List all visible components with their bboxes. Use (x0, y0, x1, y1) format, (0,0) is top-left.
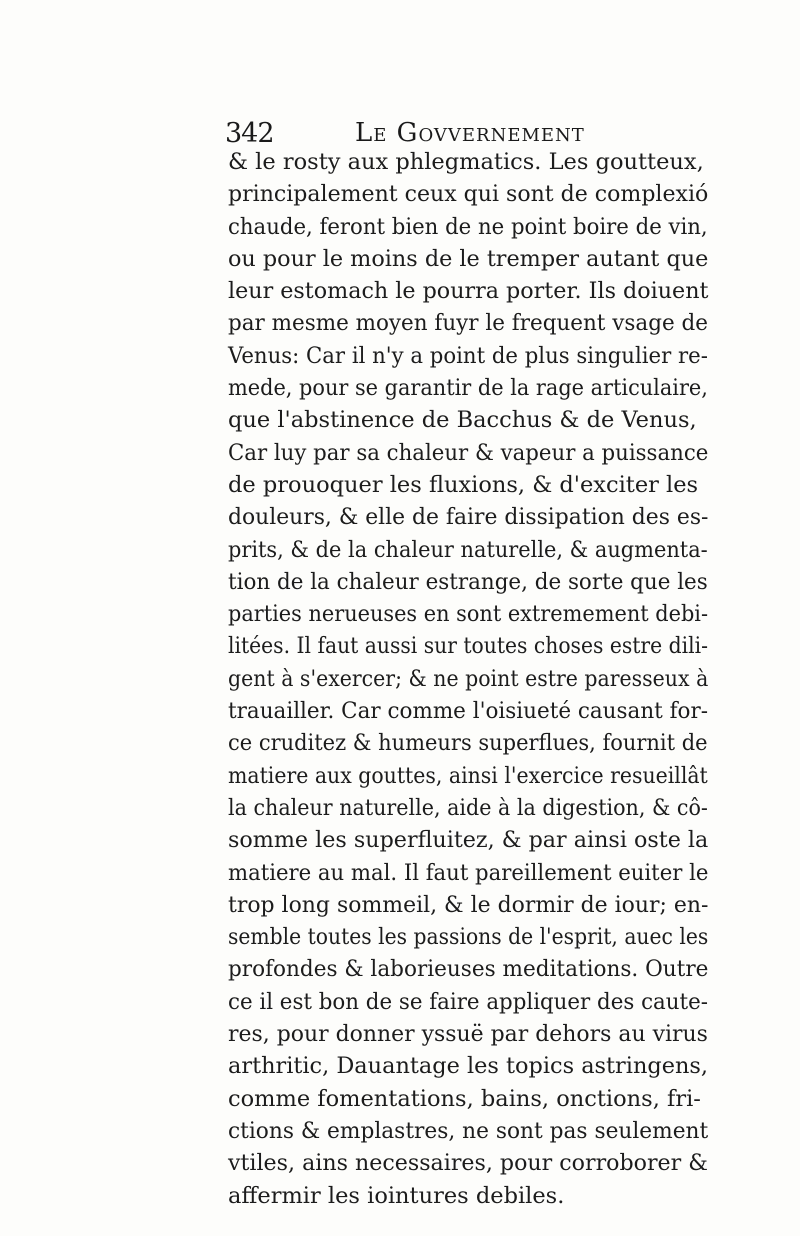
text-line: la chaleur naturelle, aide à la digestion, & cô- (228, 794, 708, 821)
text-line: ou pour le moins de le tremper autant que (228, 245, 709, 272)
text-line: arthritic, Dauantage les topics astringens, (228, 1053, 709, 1080)
text-line: matiere aux gouttes, ainsi l'exercice resueillât (228, 762, 708, 789)
text-line: semble toutes les passions de l'esprit, auec les (228, 924, 709, 951)
text-line: que l'abstinence de Bacchus & de Venus, (228, 407, 697, 434)
text-line: prits, & de la chaleur naturelle, & augmenta- (228, 536, 708, 563)
text-line: affermir les iointures debiles. (228, 1182, 565, 1209)
text-line: profondes & laborieuses meditations. Outre (228, 956, 709, 983)
text-line: leur estomach le pourra porter. Ils doiuent (228, 278, 709, 305)
text-line: res, pour donner yssuë par dehors au virus (228, 1021, 708, 1048)
text-line: mede, pour se garantir de la rage articulaire, (228, 375, 708, 402)
text-line: tion de la chaleur estrange, de sorte que les (228, 568, 708, 595)
text-line: trop long sommeil, & le dormir de iour; en- (228, 891, 709, 918)
text-line: gent à s'exercer; & ne point estre paresseux à (228, 665, 709, 692)
text-line: litées. Il faut aussi sur toutes choses estre dili- (228, 633, 708, 660)
running-title: Le Govvernement (355, 118, 585, 148)
text-line: par mesme moyen fuyr le frequent vsage de (228, 310, 708, 337)
text-line: Venus: Car il n'y a point de plus singulier re- (228, 342, 708, 369)
page-number: 342 (225, 118, 274, 149)
text-line: chaude, feront bien de ne point boire de vin, (228, 213, 708, 240)
text-line: trauailler. Car comme l'oisiueté causant for- (228, 698, 708, 725)
text-line: principalement ceux qui sont de complexió (228, 181, 709, 208)
text-line: ctions & emplastres, ne sont pas seulement (228, 1117, 709, 1144)
text-line: comme fomentations, bains, onctions, fri- (228, 1085, 701, 1112)
text-line: & le rosty aux phlegmatics. Les goutteux, (228, 149, 704, 175)
text-line: matiere au mal. Il faut pareillement euiter le (228, 859, 709, 886)
text-line: douleurs, & elle de faire dissipation des es- (228, 504, 709, 531)
text-line: de prouoquer les fluxions, & d'exciter les (228, 471, 699, 498)
text-line: ce cruditez & humeurs superflues, fournit de (228, 730, 708, 757)
text-line: Car luy par sa chaleur & vapeur a puissance (228, 439, 709, 466)
text-line: parties nerueuses en sont extremement debi- (228, 601, 709, 628)
text-line: vtiles, ains necessaires, pour corroborer & (228, 1150, 708, 1177)
body-text (228, 146, 708, 1212)
text-line: somme les superfluitez, & par ainsi oste la (228, 827, 709, 854)
text-line: ce il est bon de se faire appliquer des caute- (228, 988, 708, 1015)
